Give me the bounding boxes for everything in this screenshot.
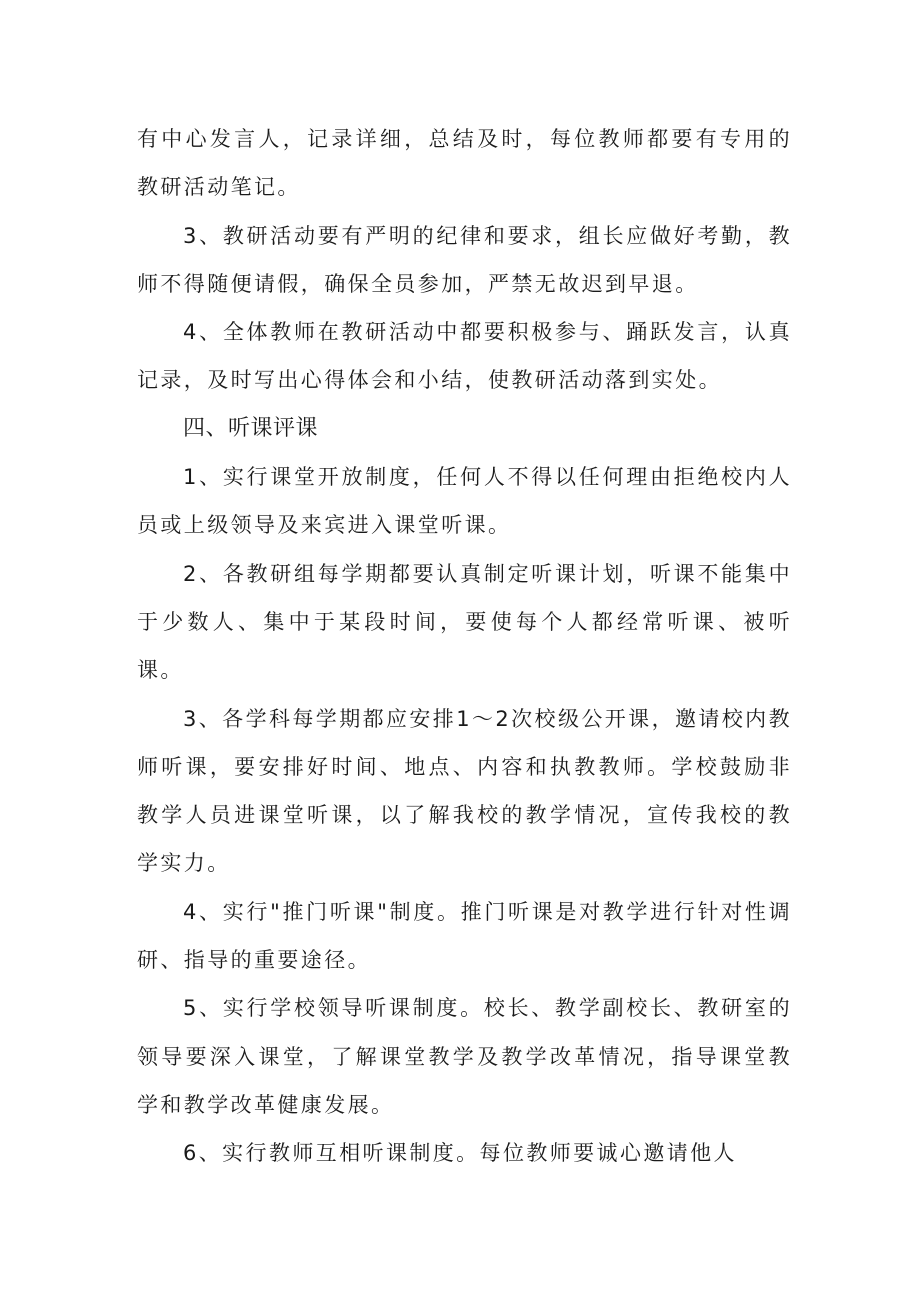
paragraph-item-2-listening-plan: 2、各教研组每学期都要认真制定听课计划，听课不能集中于少数人、集中于某段时间，要使每个人都经常听课、被听课。	[137, 561, 792, 683]
paragraph-item-6-mutual-listening: 6、实行教师互相听课制度。每位教师要诚心邀请他人	[183, 1141, 737, 1166]
paragraph-item-5-leader-listening: 5、实行学校领导听课制度。校长、教学副校长、教研室的领导要深入课堂，了解课堂教学及教学改革情况，指导课堂教学和教学改革健康发展。	[137, 996, 792, 1117]
paragraph-continuation: 有中心发言人，记录详细，总结及时，每位教师都要有专用的教研活动笔记。	[137, 127, 792, 200]
document-body	[137, 115, 792, 1178]
paragraph-item-1-open-classroom: 1、实行课堂开放制度，任何人不得以任何理由拒绝校内人员或上级领导及来宾进入课堂听课。	[137, 465, 792, 538]
section-heading: 四、听课评课	[183, 415, 319, 441]
paragraph-item-4-push-door: 4、实行"推门听课"制度。推门听课是对教学进行针对性调研、指导的重要途径。	[137, 899, 792, 973]
paragraph-item-3-public-lesson: 3、各学科每学期都应安排1～2次校级公开课，邀请校内教师听课，要安排好时间、地点、内容和执教教师。学校鼓励非教学人员进课堂听课，以了解我校的教学情况，宣传我校的教学实力。	[137, 706, 792, 876]
paragraph-item-4-participation: 4、全体教师在教研活动中都要积极参与、踊跃发言，认真记录，及时写出心得体会和小结，使教研活动落到实处。	[137, 320, 792, 393]
paragraph-item-3-discipline: 3、教研活动要有严明的纪律和要求，组长应做好考勤，教师不得随便请假，确保全员参加，严禁无故迟到早退。	[137, 223, 792, 296]
